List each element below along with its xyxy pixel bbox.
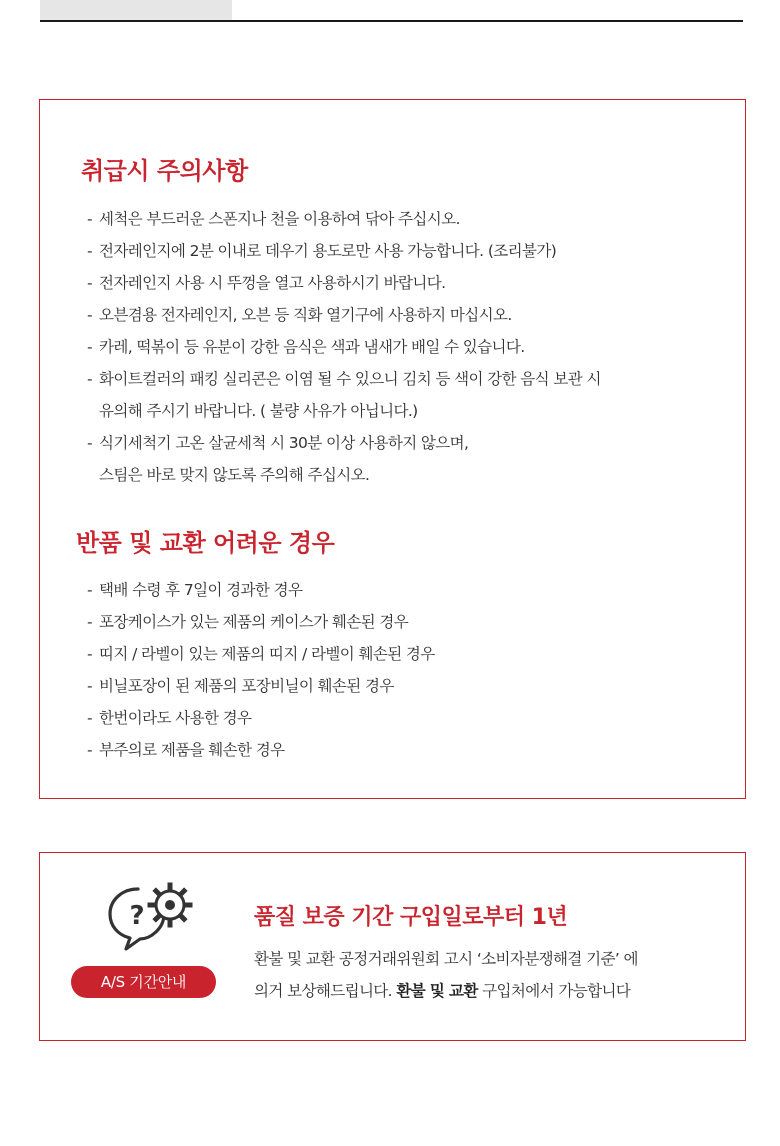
item-text: 부주의로 제품을 훼손한 경우	[99, 741, 285, 759]
returns-list	[87, 574, 435, 766]
item-text: 화이트컬러의 패킹 실리콘은 이염 될 수 있으니 김치 등 색이 강한 음식 보관 시	[99, 370, 601, 388]
dash: -	[87, 242, 92, 260]
warranty-description	[254, 943, 638, 1007]
list-item	[87, 606, 435, 638]
item-text: 전자레인지 사용 시 뚜껑을 열고 사용하시기 바랍니다.	[99, 274, 446, 292]
returns-heading: 반품 및 교환 어려운 경우	[76, 529, 335, 557]
question-gear-icon	[104, 877, 200, 961]
item-text-continued: 스팀은 바로 맞지 않도록 주의해 주십시오.	[99, 466, 370, 484]
as-period-badge: A/S 기간안내	[71, 966, 216, 998]
item-text-continued: 유의해 주시기 바랍니다. ( 불량 사유가 아닙니다.)	[99, 402, 418, 420]
dash: -	[87, 306, 92, 324]
dash: -	[87, 645, 92, 663]
item-text: 한번이라도 사용한 경우	[99, 709, 252, 727]
list-item	[87, 267, 601, 299]
description-line	[254, 975, 638, 1007]
dash: -	[87, 274, 92, 292]
description-text: 구입처에서 가능합니다	[477, 982, 631, 1000]
list-item	[87, 235, 601, 267]
list-item	[87, 363, 601, 427]
list-item	[87, 427, 601, 491]
dash: -	[87, 210, 92, 228]
item-text: 세척은 부드러운 스폰지나 천을 이용하여 닦아 주십시오.	[99, 210, 460, 228]
care-notice-box	[39, 99, 746, 799]
dash: -	[87, 338, 92, 356]
care-list	[87, 203, 601, 491]
dash: -	[87, 613, 92, 631]
list-item	[87, 734, 435, 766]
list-item	[87, 331, 601, 363]
item-text: 포장케이스가 있는 제품의 케이스가 훼손된 경우	[99, 613, 409, 631]
list-item	[87, 574, 435, 606]
list-item	[87, 299, 601, 331]
description-emphasis: 환불 및 교환	[396, 982, 478, 1000]
item-text: 전자레인지에 2분 이내로 데우기 용도로만 사용 가능합니다. (조리불가)	[99, 242, 557, 260]
item-text: 카레, 떡볶이 등 유분이 강한 음식은 색과 냄새가 배일 수 있습니다.	[99, 338, 525, 356]
list-item	[87, 702, 435, 734]
list-item	[87, 638, 435, 670]
care-heading: 취급시 주의사항	[81, 157, 248, 185]
item-text: 택배 수령 후 7일이 경과한 경우	[99, 581, 303, 599]
item-text: 띠지 / 라벨이 있는 제품의 띠지 / 라벨이 훼손된 경우	[99, 645, 435, 663]
as-info-box	[39, 852, 746, 1041]
dash: -	[87, 581, 92, 599]
dash: -	[87, 709, 92, 727]
description-line: 환불 및 교환 공정거래위원회 고시 ‘소비자분쟁해결 기준’ 에	[254, 950, 638, 968]
list-item	[87, 203, 601, 235]
dash: -	[87, 370, 92, 388]
item-text: 식기세척기 고온 살균세척 시 30분 이상 사용하지 않으며,	[99, 434, 469, 452]
top-tab-background	[40, 0, 232, 20]
item-text: 비닐포장이 된 제품의 포장비닐이 훼손된 경우	[99, 677, 394, 695]
dash: -	[87, 741, 92, 759]
top-divider	[40, 20, 743, 22]
list-item	[87, 670, 435, 702]
svg-text:?: ?	[129, 901, 145, 931]
warranty-title: 품질 보증 기간 구입일로부터 1년	[254, 905, 568, 930]
dash: -	[87, 434, 92, 452]
dash: -	[87, 677, 92, 695]
description-text: 의거 보상해드립니다.	[254, 982, 397, 1000]
item-text: 오븐겸용 전자레인지, 오븐 등 직화 열기구에 사용하지 마십시오.	[99, 306, 512, 324]
